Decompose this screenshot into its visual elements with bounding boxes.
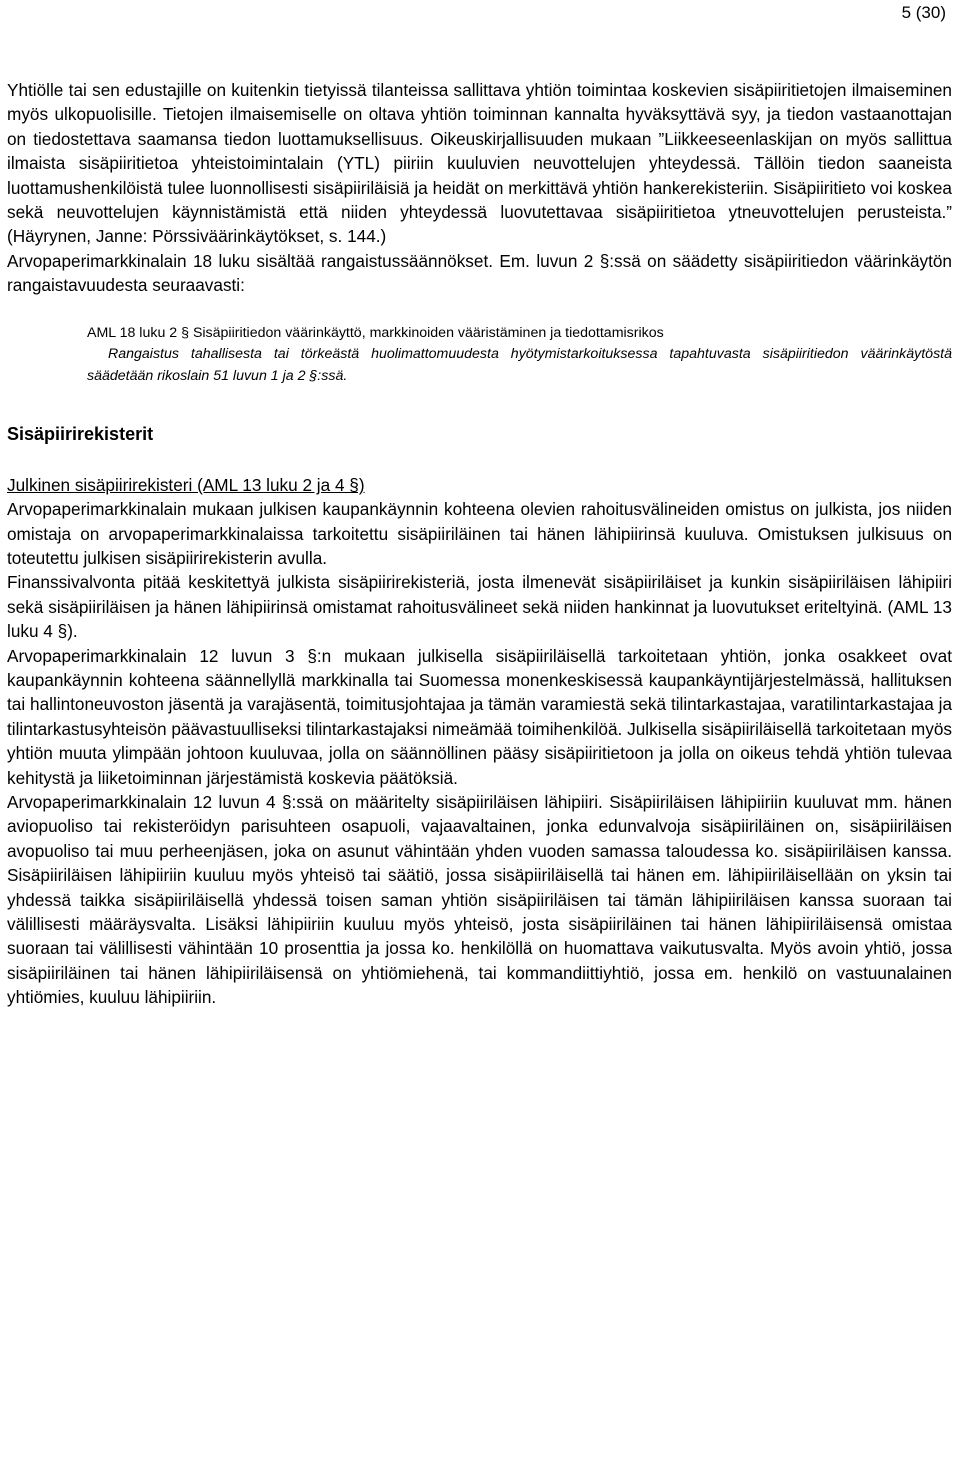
- paragraph-public-insider-definition: Arvopaperimarkkinalain 12 luvun 3 §:n mukaan julkisella sisäpiiriläisellä tarkoitetaan yhtiön, jonka osakkeet ovat kaupankäynnin kohteena säännellyllä markkinalla tai Suomessa monenkeskisessä kaupankäyntijärjestelmässä, hallituksen tai hallintoneuvoston jäsentä ja varajäsentä, toimitusjohtajaa ja tämän varamiestä sekä tilintarkastajaa, varatilintarkastajaa ja tilintarkastusyhteisön päävastuulliseksi tilintarkastajaksi nimeämää toimihenkilöä. Julkisella sisäpiiriläisellä tarkoitetaan myös yhtiön muuta ylimpään johtoon kuuluvaa, jolla on säännöllinen pääsy sisäpiiritietoon ja jolla on oikeus tehdä yhtiön tulevaa kehitystä ja liiketoiminnan järjestämistä koskevia päätöksiä.: [7, 645, 952, 788]
- law-quote-body: [87, 344, 952, 387]
- law-quote-text: Rangaistus tahallisesta tai törkeästä huolimattomuudesta hyötymistarkoituksessa tapahtuvasta sisäpiiritiedon väärinkäytöstä säädetään rikoslain 51 luvun 1 ja 2 §:ssä.: [87, 346, 952, 384]
- law-quote: [87, 323, 952, 388]
- section-title: Sisäpiirirekisterit: [7, 424, 154, 445]
- page-number: 5 (30): [901, 3, 946, 22]
- paragraph-disclosure: Yhtiölle tai sen edustajille on kuitenkin tietyissä tilanteissa sallittava yhtiön toimintaa koskevien sisäpiiritietojen ilmaiseminen myös ulkopuolisille. Tietojen ilmaisemiselle on oltava yhtiön toiminnan kannalta hyväksyttävä syy, ja tiedon vastaanottajan on tiedostettava saamansa tiedon luottamuksellisuus. Oikeuskirjallisuuden mukaan ”Liikkeeseenlaskijan on myös sallittua ilmaista sisäpiiritietoa yhteistoimintalain (YTL) piiriin kuuluvien neuvottelujen yhteydessä. Tällöin tiedon saaneista luottamushenkilöistä tulee luonnollisesti sisäpiiriläisiä ja heidät on merkittävä yhtiön hankerekisteriin. Sisäpiiritieto voi koskea sekä neuvottelujen käynnistämistä että niiden yhteydessä luovutettavaa sisäpiiritietoa ytneuvottelujen perusteista.” (Häyrynen, Janne: Pörssiväärinkäytökset, s. 144.): [7, 80, 952, 247]
- paragraph-public-ownership: Arvopaperimarkkinalain mukaan julkisen kaupankäynnin kohteena olevien rahoitusvälineiden omistus on julkista, jos niiden omistaja on arvopaperimarkkinalaissa tarkoitettu sisäpiiriläinen tai hänen lähipiirinsä kuuluva. Omistuksen julkisuus on toteutettu julkisen sisäpiirirekisterin avulla.: [7, 499, 952, 568]
- paragraph-related-parties: Arvopaperimarkkinalain 12 luvun 4 §:ssä on määritelty sisäpiiriläisen lähipiiri. Sisäpiiriläisen lähipiiriin kuuluvat mm. hänen aviopuoliso tai rekisteröidyn parisuhteen osapuoli, vajaavaltainen, jonka edunvalvoja sisäpiiriläinen on, sisäpiiriläisen avopuoliso tai muu perheenjäsen, joka on asunut vähintään yhden vuoden samassa taloudessa ko. sisäpiiriläisen kanssa. Sisäpiiriläisen lähipiiriin kuuluu myös yhteisö tai säätiö, jossa sisäpiiriläisellä tai hänen em. lähipiiriläisellään on yksin tai yhdessä taikka sisäpiiriläisellä yhdessä toisen saman yhtiön sisäpiiriläisen tai tämän lähipiiriläisen kanssa suoraan tai välillisesti määräysvalta. Lisäksi lähipiiriin kuuluu myös yhteisö, josta sisäpiiriläinen tai hänen lähipiiriläisensä omistaa suoraan tai välillisesti vähintään 10 prosenttia ja jossa ko. henkilöllä on huomattava vaikutusvalta. Myös avoin yhtiö, jossa sisäpiiriläinen tai hänen lähipiiriläisensä on yhtiömiehenä, tai kommandiittiyhtiö, jossa em. henkilö on vastuunalainen yhtiömies, kuuluu lähipiiriin.: [7, 792, 952, 1008]
- law-quote-heading: AML 18 luku 2 § Sisäpiiritiedon väärinkäyttö, markkinoiden vääristäminen ja tiedottamisrikos: [87, 324, 664, 341]
- paragraph-penalty-provisions: Arvopaperimarkkinalain 18 luku sisältää rangaistussäännökset. Em. luvun 2 §:ssä on säädetty sisäpiiritiedon väärinkäytön rangaistavuudesta seuraavasti:: [7, 250, 952, 296]
- paragraph-central-register: Finanssivalvonta pitää keskitettyä julkista sisäpiirirekisteriä, josta ilmenevät sisäpiiriläiset ja kunkin sisäpiiriläisen lähipiiri sekä sisäpiiriläisen ja hänen lähipiirinsä omistamat rahoitusvälineet sekä niiden hankinnat ja luovutukset eriteltyinä. (AML 13 luku 4 §).: [7, 572, 952, 642]
- subsection-title: Julkinen sisäpiirirekisteri (AML 13 luku 2 ja 4 §): [7, 475, 365, 496]
- document-body: [7, 78, 952, 1010]
